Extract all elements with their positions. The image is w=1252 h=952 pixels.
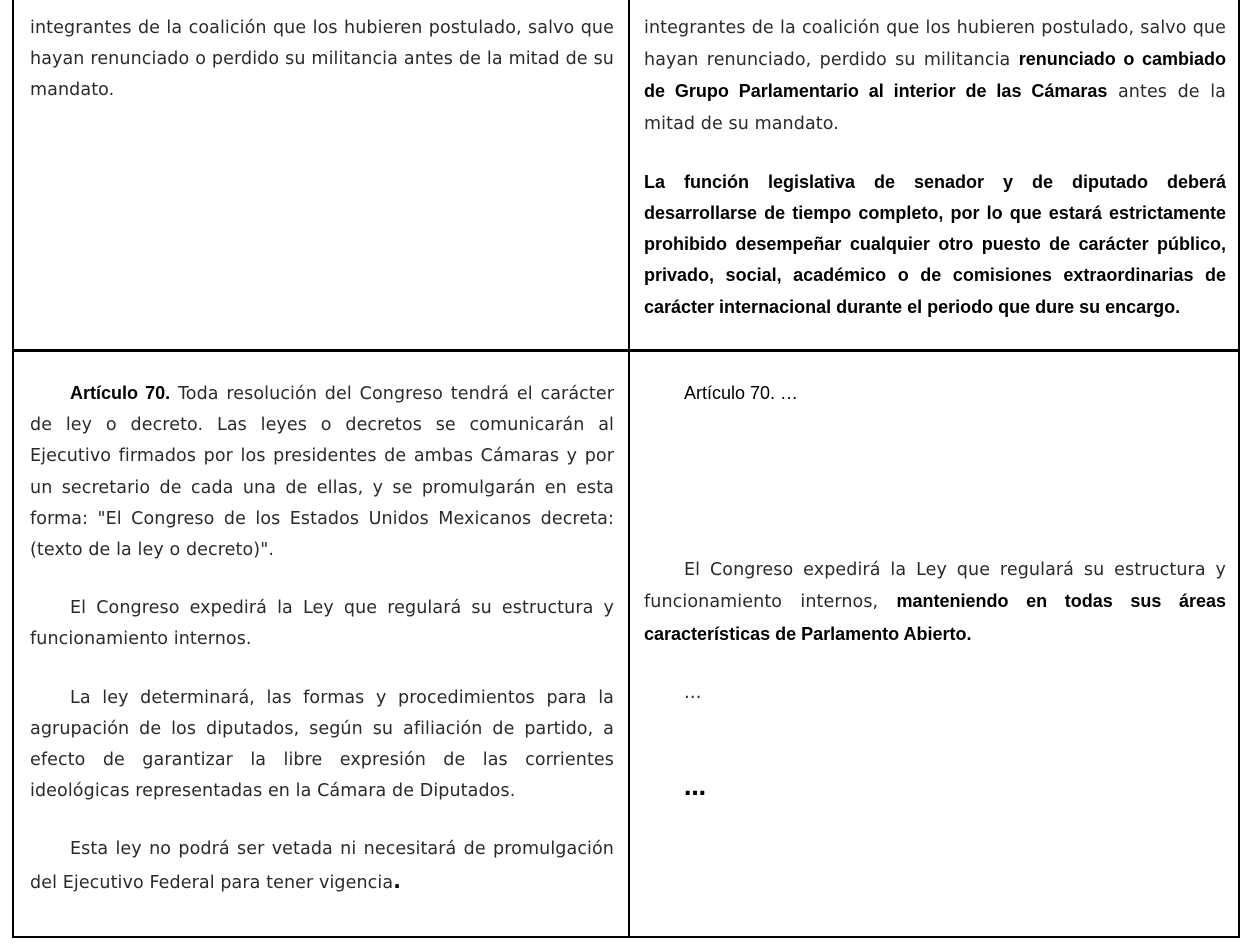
column-divider: [628, 0, 630, 936]
omitted-paragraph-ellipsis-bold: …: [684, 776, 706, 802]
veto-period: .: [393, 868, 401, 893]
article-70-text: Toda resolución del Congreso tendrá el carácter de ley o decreto. Las leyes o decretos se comunicarán al Ejecutivo firmados por los presidentes de ambas Cámaras y por un secretario de cada una de ellas, y se promulgarán en esta forma: "El Congreso de los Estados Unidos Mexicanos decreta: (texto de la ley o decreto)".: [30, 384, 614, 561]
proposed-congress-law-paragraph: [644, 555, 1226, 651]
row-divider: [14, 349, 1238, 352]
proposed-article-70-label: Artículo 70. …: [684, 383, 799, 403]
current-text-paragraph: integrantes de la coalición que los hubieren postulado, salvo que hayan renunciado o perdido su militancia antes de la mitad de su mandato.: [30, 18, 614, 101]
proposed-text-paragraph: [644, 13, 1226, 140]
proposed-congress-law-text: El Congreso expedirá la Ley que regulará su estructura y funcionamiento internos,: [644, 560, 1226, 613]
cell-proposed-article-70: [644, 378, 1226, 804]
veto-paragraph: [30, 834, 614, 898]
cell-proposed-text-top: [644, 13, 1226, 323]
proposed-text-start: integrantes de la coalición que los hubieren postulado, salvo que hayan renunciado, perdido su militancia: [644, 18, 1226, 71]
proposed-congress-law-added: manteniendo en todas sus áreas características de Parlamento Abierto.: [644, 591, 1226, 644]
proposed-new-paragraph: La función legislativa de senador y de diputado deberá desarrollarse de tiempo completo, por lo que estará estrictamente prohibido desempeñar cualquier otro puesto de carácter público, privado, social, académico o de comisiones extraordinarias de carácter internacional durante el periodo que dure su encargo.: [644, 171, 1226, 317]
proposed-text-added: renunciado o cambiado de Grupo Parlamentario al interior de las Cámaras: [644, 49, 1226, 102]
article-70-label: Artículo 70.: [70, 383, 171, 403]
cell-current-text-top: [30, 13, 614, 107]
omitted-paragraph-ellipsis: …: [684, 682, 702, 703]
comparison-table: [12, 0, 1240, 938]
cell-current-article-70: [30, 378, 614, 899]
veto-text: Esta ley no podrá ser vetada ni necesitará de promulgación del Ejecutivo Federal para tener vigencia: [30, 839, 614, 893]
article-70-paragraph: [30, 378, 614, 566]
congress-law-paragraph: El Congreso expedirá la Ley que regulará su estructura y funcionamiento internos.: [30, 598, 614, 650]
deputies-grouping-paragraph: La ley determinará, las formas y procedimientos para la agrupación de los diputados, según su afiliación de partido, a efecto de garantizar la libre expresión de las corrientes ideológicas representadas en la Cámara de Diputados.: [30, 687, 614, 802]
proposed-text-end: antes de la mitad de su mandato.: [644, 82, 1226, 134]
